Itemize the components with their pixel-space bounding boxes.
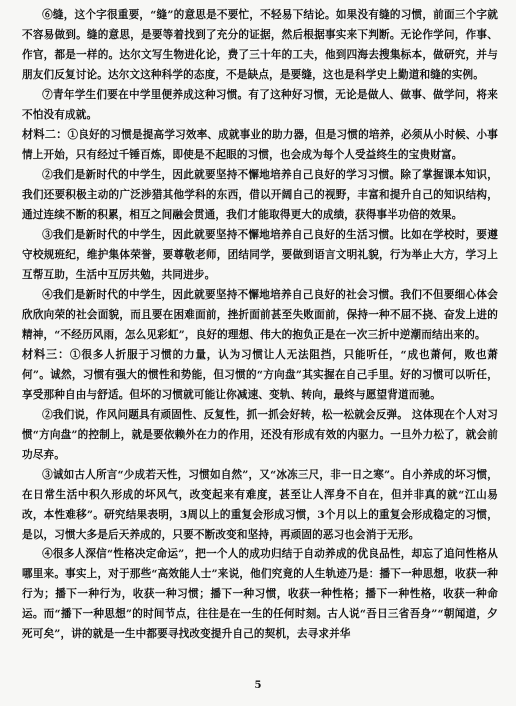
material-two-paragraph-3: ③我们是新时代的中学生，因此就要坚持不懈地培养自己良好的生活习惯。比如在学校时，要遵守校规班纪，维护集体荣誉，要尊敬老师，团结同学，要做到语言文明礼貌，行为举止大方，学习上互帮互助，生活中互厉共勉，共同进步。 — [22, 228, 498, 281]
material-two-text: ①良好的习惯是提高学习效率、成就事业的助力器，但是习惯的培养，必须从小时候、小事情上开始，只有经过千锤百炼，即使是不起眼的习惯，也会成为每个人受益终生的宝贵财富。 — [22, 129, 498, 162]
material-three-paragraph-3: ③诚如古人所言“少成若天性，习惯如自然”，又“冰冻三尺，非一日之寒”。自小养成的坏习惯，在日常生活中积久形成的坏风气，改变起来有难度，甚至让人浑身不自在，但并非真的就“江山易改，本性难移”。研究结果表明，3周以上的重复会形成习惯，3个月以上的重复会形成稳定的习惯，是以，习惯大多是后天养成的，只要不断改变和坚持，再顽固的恶习也会消于无形。 — [22, 468, 498, 541]
material-two-paragraph-4: ④我们是新时代的中学生，因此就要坚持不懈地培养自己良好的社会习惯。我们不但要细心体会欣欣向荣的社会面貌，而且要在困难面前，挫折面前甚至失败面前，保持一种不屈不挠、奋发上进的精神，“不经历风雨，怎么见彩虹”，良好的理想、伟大的抱负正是在一次三折中逆潮而结出来的。 — [22, 288, 498, 341]
paragraph-6: ⑥缝，这个字很重要，“缝”的意思是不要忙，不轻易下结论。如果没有缝的习惯，前面三个字就不容易做到。缝的意思，是要等着找到了充分的证据，然后根据事实来下判断。无论作学问，作事、作官，都是一样的。达尔文写生物进化论，费了三十年的工夫，他到四海去搜集标本，做研究，并与朋友们反复讨论。达尔文这种科学的态度，不是缺点，是要缝，这也是科学史上勤道和缝的实例。 — [22, 9, 498, 81]
material-two-paragraph — [22, 125, 498, 166]
material-two-heading: 材料二： — [22, 127, 68, 142]
material-two-paragraph-2: ②我们是新时代的中学生，因此就要坚持不懈地培养自己良好的学习习惯。除了掌握课本知识，我们还要积极主动的广泛涉猎其他学科的东西，借以开阔自己的视野，丰富和提升自己的知识结构，通过连续不断的积累，相互之间融会贯通，我们才能取得更大的成绩，获得事半功倍的效果。 — [22, 169, 498, 222]
paragraph-7: ⑦青年学生们要在中学里便养成这种习惯。有了这种好习惯，无论是做人、做事、做学问，将来不怕没有成就。 — [22, 88, 498, 121]
material-three-paragraph — [22, 345, 498, 406]
material-three-paragraph-4: ④很多人深信“性格决定命运”，把一个人的成功归结于自动养成的优良品性，却忘了追问性格从哪里来。事实上，对于那些“高效能人士”来说，他们究竟的人生轨迹乃是：播下一种思想，收获一种行为；播下一种行为，收获一种习惯；播下一种习惯，收获一种性格；播下一种性格，收获一种命运。而“播下一种思想”的时间节点，往往是在一生的任何时刻。古人说“吾日三省吾身”“朝闻道，夕死可矣”，讲的就是一生中都要寻找改变提升自己的契机，去寻求并华 — [22, 548, 498, 641]
material-three-heading: 材料三： — [22, 347, 70, 362]
material-three-paragraph-2: ②我们说，作风问题具有顽固性、反复性，抓一抓会好转，松一松就会反弹。 这体现在个人对习惯“方向盘”的控制上，就是要依赖外在力的作用，还没有形成有效的内驱力。一旦外力松了，就会前功尽弃。 — [22, 409, 498, 461]
material-three-text: ①很多人折服于习惯的力量，认为习惯让人无法阻挡，只能听任，“成也萧何，败也萧何”。诚然，习惯有强大的惯性和势能，但习惯的“方向盘”其实握在自己手里。好的习惯可以听任，享受那种自由与舒适。但坏的习惯就可能让你减速、变轨、转向，最终与愿望背道而驰。 — [22, 349, 498, 402]
page-number: 5 — [254, 680, 262, 691]
